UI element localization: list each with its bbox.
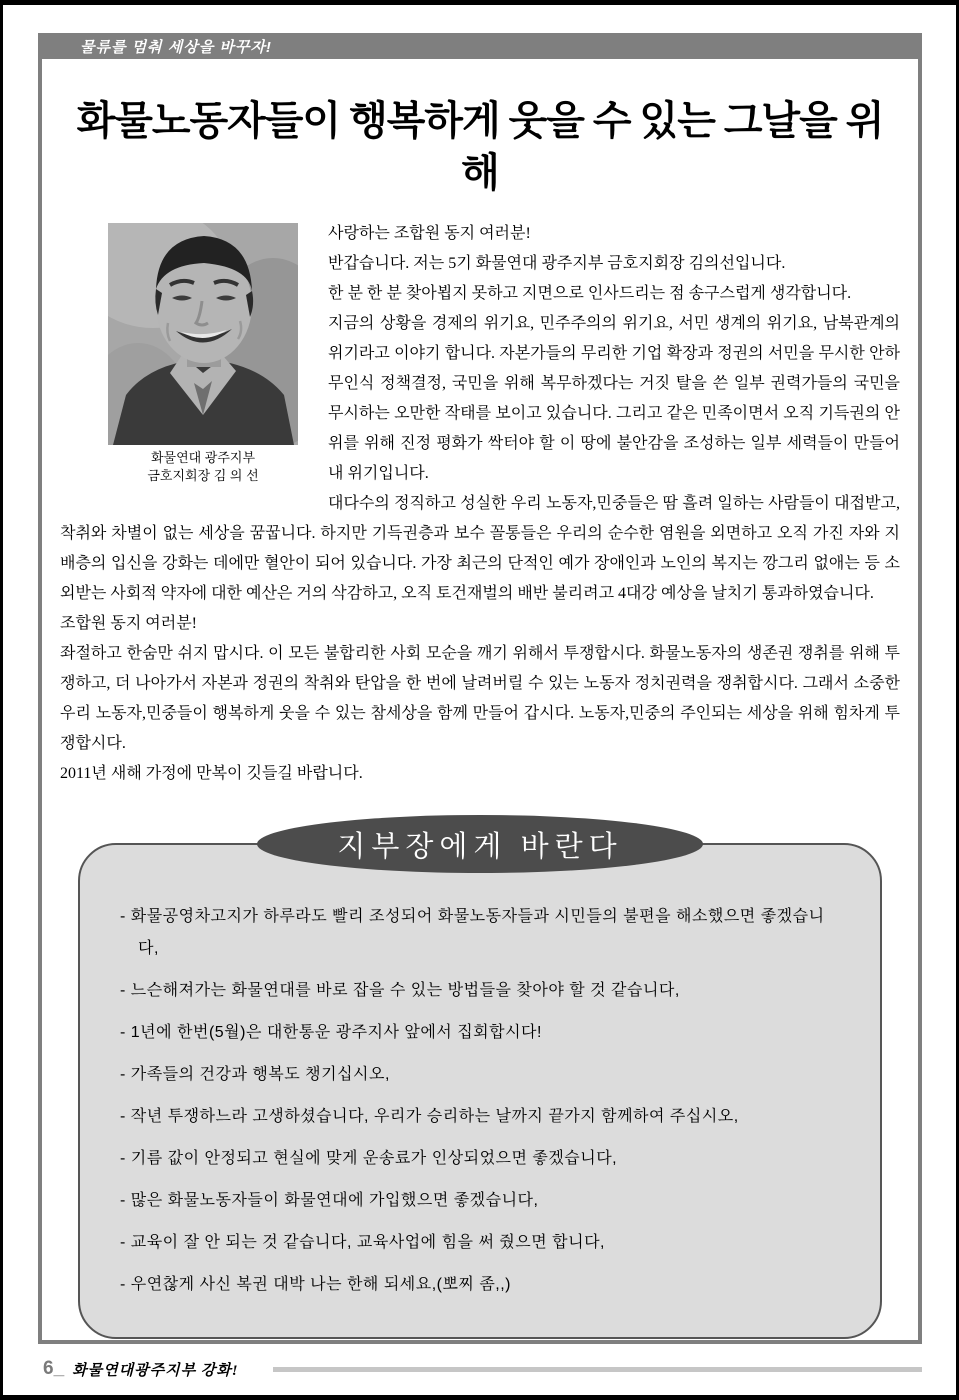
wish-item: - 많은 화물노동자들이 화물연대에 가입했으면 좋겠습니다, (120, 1192, 539, 1209)
body-paragraph: 조합원 동지 여러분! (60, 615, 197, 632)
article-section (56, 219, 904, 789)
body-paragraph: 한 분 한 분 찾아뵙지 못하고 지면으로 인사드리는 점 송구스럽게 생각합니다. (328, 285, 852, 302)
wish-item: - 1년에 한번(5월)은 대한통운 광주지사 앞에서 집회합시다! (120, 1024, 542, 1041)
photo-caption-line1: 화물연대 광주지부 (150, 450, 256, 465)
banner-slogan: 물류를 멈춰 세상을 바꾸자! (80, 38, 272, 56)
wish-item: - 가족들의 건강과 행복도 챙기십시오, (120, 1066, 390, 1083)
top-slogan-banner (38, 33, 922, 59)
wish-item: - 교육이 잘 안 되는 것 같습니다, 교육사업에 힘을 써 줬으면 합니다, (120, 1234, 605, 1251)
content-frame (38, 59, 922, 1344)
wish-item: - 작년 투쟁하느라 고생하셨습니다, 우리가 승리하는 날까지 끝가지 함께하여 주십시오, (120, 1108, 739, 1125)
body-paragraph: 지금의 상황을 경제의 위기요, 민주주의의 위기요, 서민 생계의 위기요, 남북관계의 위기라고 이야기 합니다. 자본가들의 무리한 기업 확장과 정권의 서민을 무시한 안하무인식 정책결정, 국민을 위해 복무하겠다는 거짓 탈을 쓴 일부 권력가들의 국민을 무시하는 오만한 작태를 보이고 있습니다. 그리고 같은 민족이면서 오직 기득권의 안위를 위해 진정 평화가 싹터야 할 이 땅에 불안감을 조성하는 일부 세력들이 만들어내 위기입니다. (328, 315, 900, 482)
photo-caption (108, 449, 298, 485)
body-paragraph: 대다수의 정직하고 성실한 우리 노동자,민중들은 땀 흘려 일하는 사람들이 대접받고, 착취와 차별이 없는 세상을 꿈꿉니다. 하지만 기득권층과 보수 꼴통들은 우리의 순수한 염원을 외면하고 오직 가진 자와 지배층의 입신을 강화는 데에만 혈안이 되어 있습니다. 가장 최근의 단적인 예가 장애인과 노인의 복지는 깡그리 없애는 등 소외받는 사회적 약자에 대한 예산은 거의 삭감하고, 오직 토건재벌의 배반 불리려고 4대강 예상을 날치기 통과하였습니다. (60, 495, 900, 602)
wish-list (120, 901, 836, 1301)
wish-item: - 느슨해져가는 화물연대를 바로 잡을 수 있는 방법들을 찾아야 할 것 같습니다, (120, 982, 680, 999)
portrait-figure (108, 223, 298, 485)
body-paragraph: 반갑습니다. 저는 5기 화물연대 광주지부 금호지회장 김의선입니다. (328, 255, 786, 272)
wish-box (78, 843, 882, 1339)
photo-caption-line2: 금호지회장 김 의 선 (147, 468, 259, 483)
wish-item: - 우연찮게 사신 복권 대박 나는 한해 되세요,(뽀찌 좀,,) (120, 1276, 512, 1293)
footer-page-number: 6_ (43, 1358, 65, 1379)
wish-item: - 화물공영차고지가 하루라도 빨리 조성되어 화물노동자들과 시민들의 불편을 해소했으면 좋겠습니다, (120, 908, 825, 957)
body-paragraph: 좌절하고 한숨만 쉬지 맙시다. 이 모든 불합리한 사회 모순을 깨기 위해서 투쟁합시다. 화물노동자의 생존권 쟁취를 위해 투쟁하고, 더 나아가서 자본과 정권의 착취와 탄압을 한 번에 날려버릴 수 있는 노동자 정치권력을 쟁취합시다. 그래서 소중한 우리 노동자,민중들이 행복하게 웃을 수 있는 참세상을 함께 만들어 갑시다. 노동자,민중의 주인되는 세상을 위해 힘차게 투쟁합시다. (60, 645, 900, 752)
wish-header-oval (257, 815, 703, 873)
page-footer (38, 1358, 922, 1380)
body-paragraph: 사랑하는 조합원 동지 여러분! (328, 225, 531, 242)
body-paragraph: 2011년 새해 가정에 만복이 깃들길 바랍니다. (60, 765, 363, 782)
portrait-photo (108, 223, 298, 445)
wish-section (56, 815, 904, 1339)
footer-slogan: 화물연대광주지부 강화! (72, 1362, 239, 1379)
footer-rule (273, 1367, 922, 1372)
wish-header-label: 지부장에게 바란다 (337, 830, 623, 863)
page-title: 화물노동자들이 행복하게 웃을 수 있는 그날을 위해 (76, 98, 884, 195)
wish-item: - 기름 값이 안정되고 현실에 맞게 운송료가 인상되었으면 좋겠습니다, (120, 1150, 618, 1167)
